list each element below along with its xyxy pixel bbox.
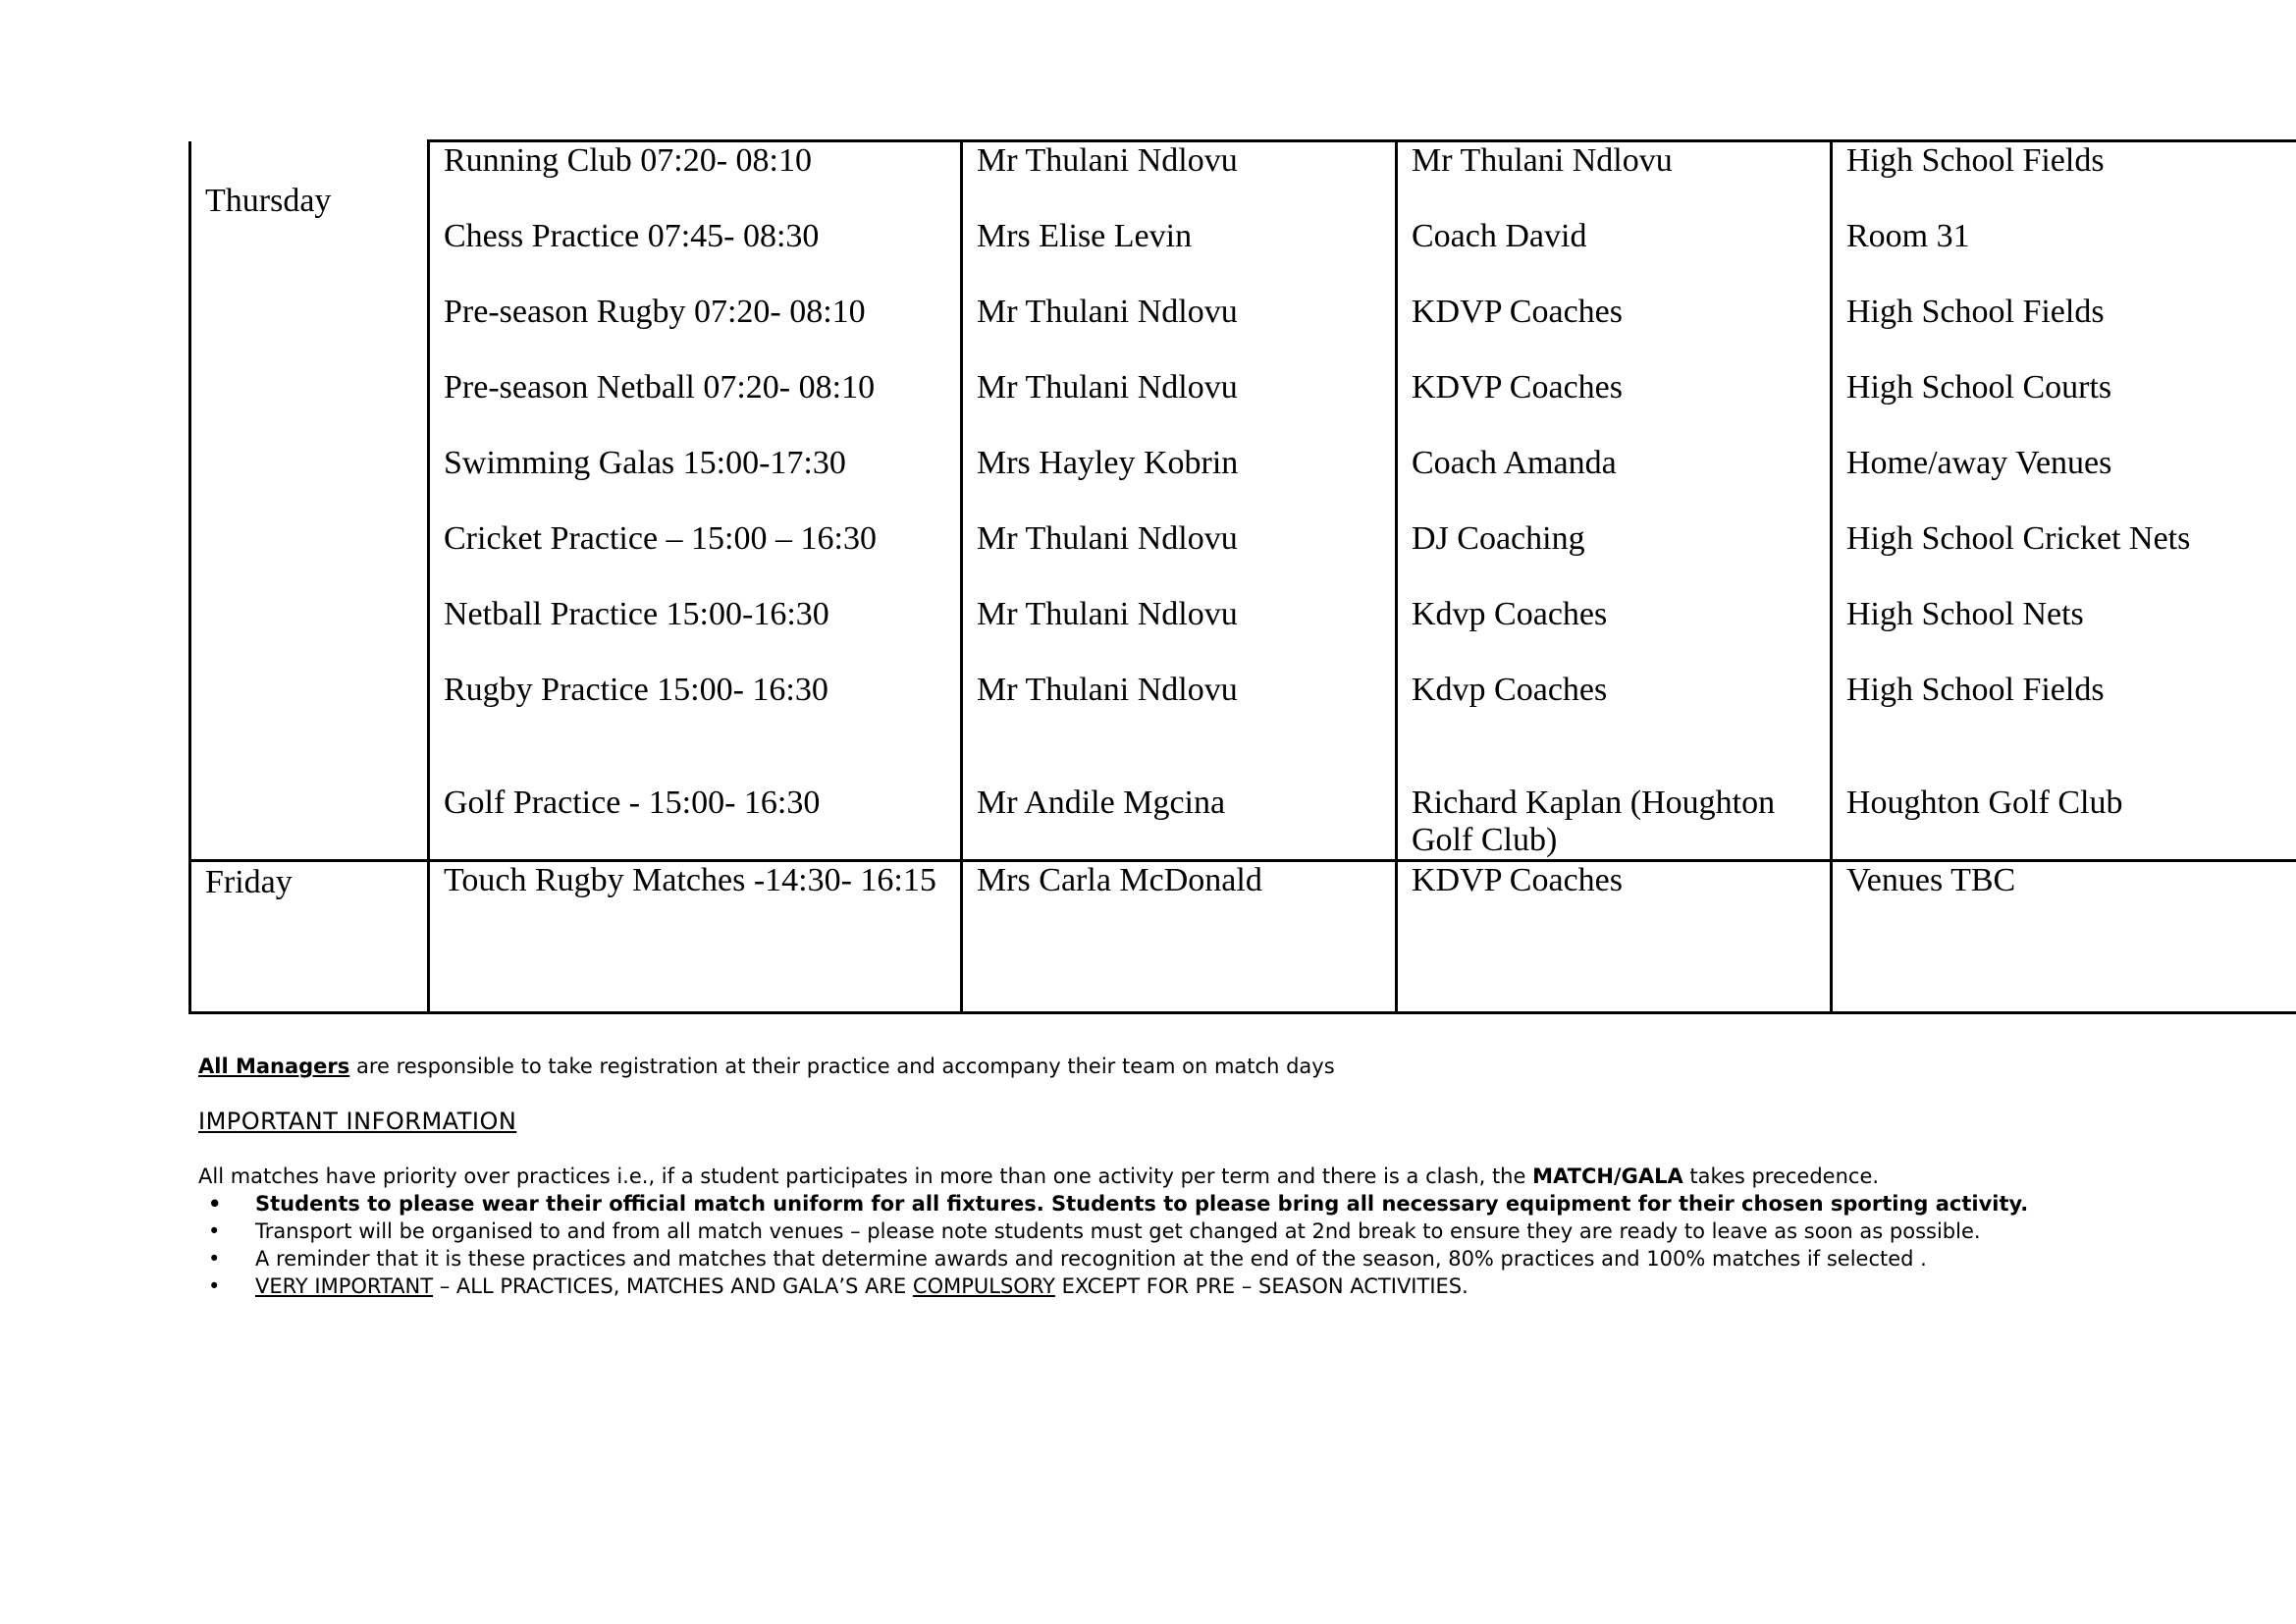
friday-row: [190, 861, 2296, 1013]
manager-item: Mrs Carla McDonald: [977, 862, 1262, 898]
coach-cell: [1397, 861, 1832, 1013]
very-important-label: VERY IMPORTANT: [255, 1274, 434, 1298]
manager-item: Mrs Hayley Kobrin: [977, 445, 1239, 481]
activity-item: Chess Practice 07:45- 08:30: [444, 218, 820, 254]
manager-item: Mr Thulani Ndlovu: [977, 520, 1238, 557]
manager-item: Mr Thulani Ndlovu: [977, 672, 1238, 708]
activity-item: Swimming Galas 15:00-17:30: [444, 445, 846, 481]
manager-item: Mr Thulani Ndlovu: [977, 369, 1238, 406]
activity-item: Netball Practice 15:00-16:30: [444, 596, 829, 632]
managers-note-text: are responsible to take registration at their practice and accompany their team on match days: [349, 1055, 1335, 1078]
venue-item: High School Nets: [1846, 596, 2084, 632]
day-cell-thursday: [190, 141, 429, 861]
important-heading: IMPORTANT INFORMATION: [198, 1108, 517, 1135]
bullet-icon: •: [208, 1274, 221, 1298]
bullet-text: – ALL PRACTICES, MATCHES AND GALA’S ARE: [433, 1274, 913, 1298]
venue-item: High School Fields: [1846, 294, 2105, 330]
venue-item: High School Cricket Nets: [1846, 520, 2191, 557]
priority-text-end: takes precedence.: [1682, 1164, 1880, 1188]
managers-emphasis: All Managers: [198, 1055, 350, 1078]
bullet-text: A reminder that it is these practices and matches that determine awards and recognition at the end of the season, 80% practices and 100% matches if selected .: [255, 1247, 1927, 1271]
coach-item: Kdvp Coaches: [1412, 672, 1608, 708]
manager-cell: [962, 861, 1397, 1013]
info-bullets: [198, 1190, 2103, 1300]
coach-item: KDVP Coaches: [1412, 369, 1623, 406]
priority-emphasis: MATCH/GALA: [1532, 1164, 1683, 1188]
priority-text: All matches have priority over practices i.e., if a student participates in more than one activity per term and there is a clash, the: [198, 1164, 1533, 1188]
activity-item: Pre-season Rugby 07:20- 08:10: [444, 294, 866, 330]
activity-item: Touch Rugby Matches -14:30- 16:15: [444, 862, 936, 898]
bullet-icon: •: [208, 1247, 221, 1271]
activity-item: Pre-season Netball 07:20- 08:10: [444, 369, 876, 406]
notes-section: [198, 1053, 2103, 1300]
day-label: Thursday: [205, 182, 332, 219]
activity-cell: [429, 141, 962, 861]
activity-item: Golf Practice - 15:00- 16:30: [444, 785, 821, 821]
venue-item: Venues TBC: [1846, 862, 2016, 898]
venue-item: Home/away Venues: [1846, 445, 2112, 481]
manager-item: Mrs Elise Levin: [977, 218, 1193, 254]
coach-item: Coach Amanda: [1412, 445, 1617, 481]
bullet-item: [198, 1245, 2103, 1272]
coach-cell: [1397, 141, 1832, 861]
activity-item: Running Club 07:20- 08:10: [444, 142, 812, 179]
coach-item: Kdvp Coaches: [1412, 596, 1608, 632]
manager-item: Mr Thulani Ndlovu: [977, 596, 1238, 632]
coach-item: Coach David: [1412, 218, 1587, 254]
venue-item: High School Fields: [1846, 672, 2105, 708]
bullet-item: [198, 1190, 2103, 1218]
schedule-table: [188, 139, 2296, 1014]
priority-note: [198, 1163, 2103, 1190]
venue-item: High School Fields: [1846, 142, 2105, 179]
manager-item: Mr Andile Mgcina: [977, 785, 1226, 821]
bullet-icon: •: [208, 1192, 222, 1216]
bullet-text: Students to please wear their official match uniform for all fixtures. Students to please bring all necessary equipment for their chosen sporting activity.: [255, 1192, 2029, 1216]
activity-cell: [429, 861, 962, 1013]
coach-item: DJ Coaching: [1412, 520, 1585, 557]
bullet-item: [198, 1272, 2103, 1300]
day-cell-friday: [190, 861, 429, 1013]
coach-item: Richard Kaplan (Houghton Golf Club): [1412, 785, 1776, 858]
managers-note: [198, 1053, 2103, 1080]
activity-item: Cricket Practice – 15:00 – 16:30: [444, 520, 877, 557]
activity-item: Rugby Practice 15:00- 16:30: [444, 672, 828, 708]
manager-item: Mr Thulani Ndlovu: [977, 142, 1238, 179]
bullet-icon: •: [208, 1219, 221, 1243]
compulsory-label: COMPULSORY: [912, 1274, 1055, 1298]
coach-item: KDVP Coaches: [1412, 862, 1623, 898]
manager-item: Mr Thulani Ndlovu: [977, 294, 1238, 330]
bullet-item: [198, 1218, 2103, 1245]
day-label: Friday: [205, 864, 293, 900]
manager-cell: [962, 141, 1397, 861]
thursday-row: [190, 141, 2296, 861]
venue-cell: [1832, 861, 2296, 1013]
coach-item: Mr Thulani Ndlovu: [1412, 142, 1673, 179]
coach-item: KDVP Coaches: [1412, 294, 1623, 330]
venue-item: Room 31: [1846, 218, 1970, 254]
bullet-text-end: EXCEPT FOR PRE – SEASON ACTIVITIES.: [1054, 1274, 1468, 1298]
venue-item: High School Courts: [1846, 369, 2112, 406]
venue-item: Houghton Golf Club: [1846, 785, 2123, 821]
venue-cell: [1832, 141, 2296, 861]
bullet-text: Transport will be organised to and from all match venues – please note students must get changed at 2nd break to ensure they are ready to leave as soon as possible.: [255, 1219, 1981, 1243]
